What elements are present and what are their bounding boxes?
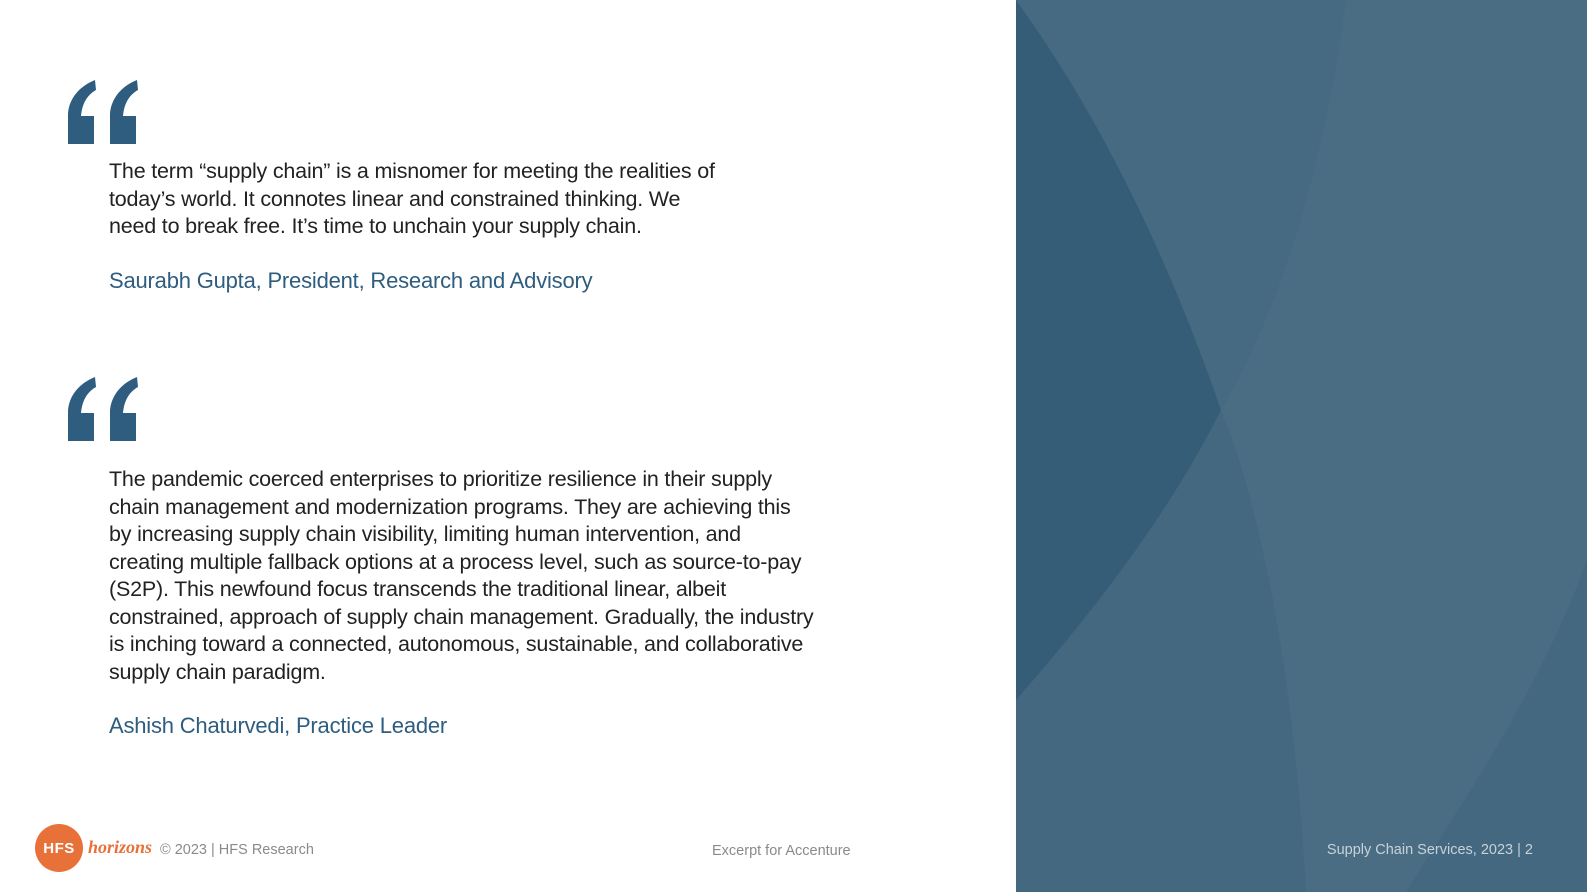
hfs-logo-icon: HFS: [35, 824, 83, 872]
quote-2-attribution: Ashish Chaturvedi, Practice Leader: [109, 713, 448, 738]
quote-1-line: today’s world. It connotes linear and constrained thinking. We: [109, 186, 681, 211]
open-quote-icon: [66, 78, 140, 144]
quote-2-line: by increasing supply chain visibility, limiting human intervention, and: [109, 522, 741, 546]
decorative-curves: [1016, 0, 1587, 892]
quote-2-line: The pandemic coerced enterprises to prioritize resilience in their supply: [109, 467, 772, 491]
quote-2-line: creating multiple fallback options at a process level, such as source-to-pay: [109, 549, 802, 574]
quote-1-line: The term “supply chain” is a misnomer for meeting the realities of: [109, 159, 715, 183]
copyright-text: © 2023 | HFS Research: [160, 842, 314, 858]
page-label: Supply Chain Services, 2023 | 2: [1326, 842, 1533, 858]
quote-1-text: [109, 158, 715, 241]
brand-wordmark: horizons: [88, 837, 153, 857]
quote-1-attribution: Saurabh Gupta, President, Research and Advisory: [109, 268, 593, 293]
quote-2-line: chain management and modernization programs. They are achieving this: [109, 494, 791, 519]
open-quote-icon: [66, 375, 140, 441]
quote-2-line: supply chain paradigm.: [109, 659, 326, 684]
decorative-panel: [1016, 0, 1587, 892]
quote-2-text: [109, 466, 813, 686]
quote-2-line: constrained, approach of supply chain management. Gradually, the industry: [109, 604, 814, 629]
quote-2-line: is inching toward a connected, autonomous, sustainable, and collaborative: [109, 632, 804, 656]
quote-2-line: (S2P). This newfound focus transcends the traditional linear, albeit: [109, 577, 727, 601]
excerpt-label: Excerpt for Accenture: [712, 843, 851, 859]
quote-1-line: need to break free. It’s time to unchain your supply chain.: [109, 214, 642, 238]
